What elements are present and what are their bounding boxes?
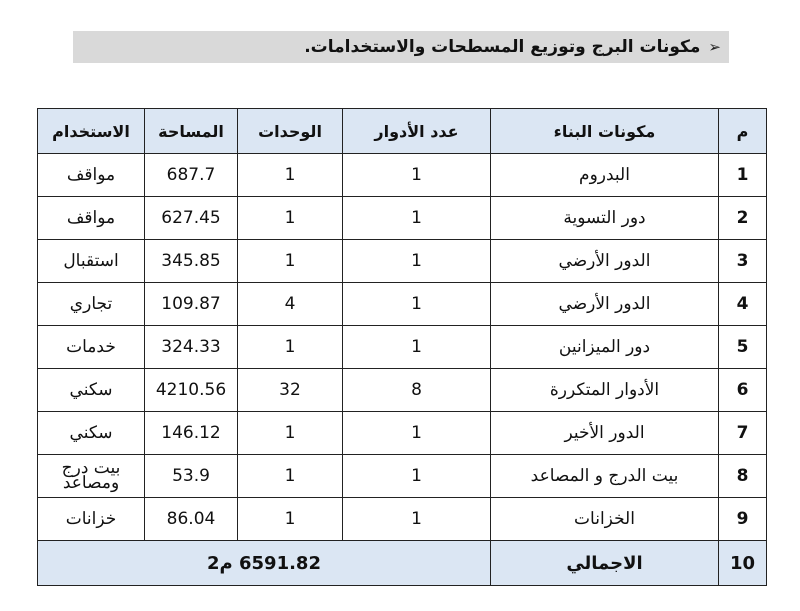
row-floors: 1 <box>343 283 491 326</box>
row-use: تجاري <box>38 283 145 326</box>
row-component: دور الميزانين <box>491 326 719 369</box>
row-floors: 1 <box>343 455 491 498</box>
row-units: 1 <box>238 154 343 197</box>
section-heading <box>73 31 729 63</box>
table-row <box>38 240 767 283</box>
header-component: مكونات البناء <box>491 109 719 154</box>
row-use: خدمات <box>38 326 145 369</box>
row-use: مواقف <box>38 197 145 240</box>
row-floors: 1 <box>343 197 491 240</box>
table-row <box>38 369 767 412</box>
row-number: 4 <box>719 283 767 326</box>
row-area: 53.9 <box>145 455 238 498</box>
row-component: الخزانات <box>491 498 719 541</box>
row-component: الأدوار المتكررة <box>491 369 719 412</box>
row-floors: 1 <box>343 498 491 541</box>
row-use: سكني <box>38 369 145 412</box>
table-row <box>38 455 767 498</box>
row-floors: 1 <box>343 240 491 283</box>
row-area: 4210.56 <box>145 369 238 412</box>
header-no: م <box>719 109 767 154</box>
row-use: بيت درج ومصاعد <box>38 455 145 498</box>
header-area: المساحة <box>145 109 238 154</box>
row-floors: 8 <box>343 369 491 412</box>
row-component: الدور الأرضي <box>491 283 719 326</box>
header-units: الوحدات <box>238 109 343 154</box>
total-label: الاجمالي <box>491 541 719 586</box>
row-area: 627.45 <box>145 197 238 240</box>
row-units: 1 <box>238 455 343 498</box>
row-floors: 1 <box>343 412 491 455</box>
header-use: الاستخدام <box>38 109 145 154</box>
row-number: 2 <box>719 197 767 240</box>
row-component: الدور الأخير <box>491 412 719 455</box>
row-number: 5 <box>719 326 767 369</box>
header-floors: عدد الأدوار <box>343 109 491 154</box>
row-floors: 1 <box>343 154 491 197</box>
row-area: 86.04 <box>145 498 238 541</box>
row-use: استقبال <box>38 240 145 283</box>
table-row <box>38 154 767 197</box>
row-use: خزانات <box>38 498 145 541</box>
total-row <box>38 541 767 586</box>
row-units: 1 <box>238 197 343 240</box>
table-row <box>38 412 767 455</box>
row-use: سكني <box>38 412 145 455</box>
section-title: مكونات البرج وتوزيع المسطحات والاستخدامات. <box>304 37 701 57</box>
table-row <box>38 283 767 326</box>
table-header-row <box>38 109 767 154</box>
row-area: 345.85 <box>145 240 238 283</box>
table-row <box>38 326 767 369</box>
row-number: 7 <box>719 412 767 455</box>
arrowhead-bullet-icon: ➢ <box>708 38 721 56</box>
row-use: مواقف <box>38 154 145 197</box>
row-number: 3 <box>719 240 767 283</box>
building-components-table <box>37 108 767 586</box>
row-component: البدروم <box>491 154 719 197</box>
row-component: الدور الأرضي <box>491 240 719 283</box>
row-component: بيت الدرج و المصاعد <box>491 455 719 498</box>
table-row <box>38 197 767 240</box>
row-floors: 1 <box>343 326 491 369</box>
row-area: 109.87 <box>145 283 238 326</box>
row-units: 1 <box>238 412 343 455</box>
row-units: 1 <box>238 240 343 283</box>
row-component: دور التسوية <box>491 197 719 240</box>
total-row-number: 10 <box>719 541 767 586</box>
row-number: 8 <box>719 455 767 498</box>
row-units: 4 <box>238 283 343 326</box>
row-units: 1 <box>238 326 343 369</box>
row-number: 9 <box>719 498 767 541</box>
row-units: 32 <box>238 369 343 412</box>
table-row <box>38 498 767 541</box>
row-area: 146.12 <box>145 412 238 455</box>
row-units: 1 <box>238 498 343 541</box>
row-number: 1 <box>719 154 767 197</box>
row-area: 324.33 <box>145 326 238 369</box>
row-area: 687.7 <box>145 154 238 197</box>
row-number: 6 <box>719 369 767 412</box>
total-value: 6591.82 م2 <box>38 541 491 586</box>
